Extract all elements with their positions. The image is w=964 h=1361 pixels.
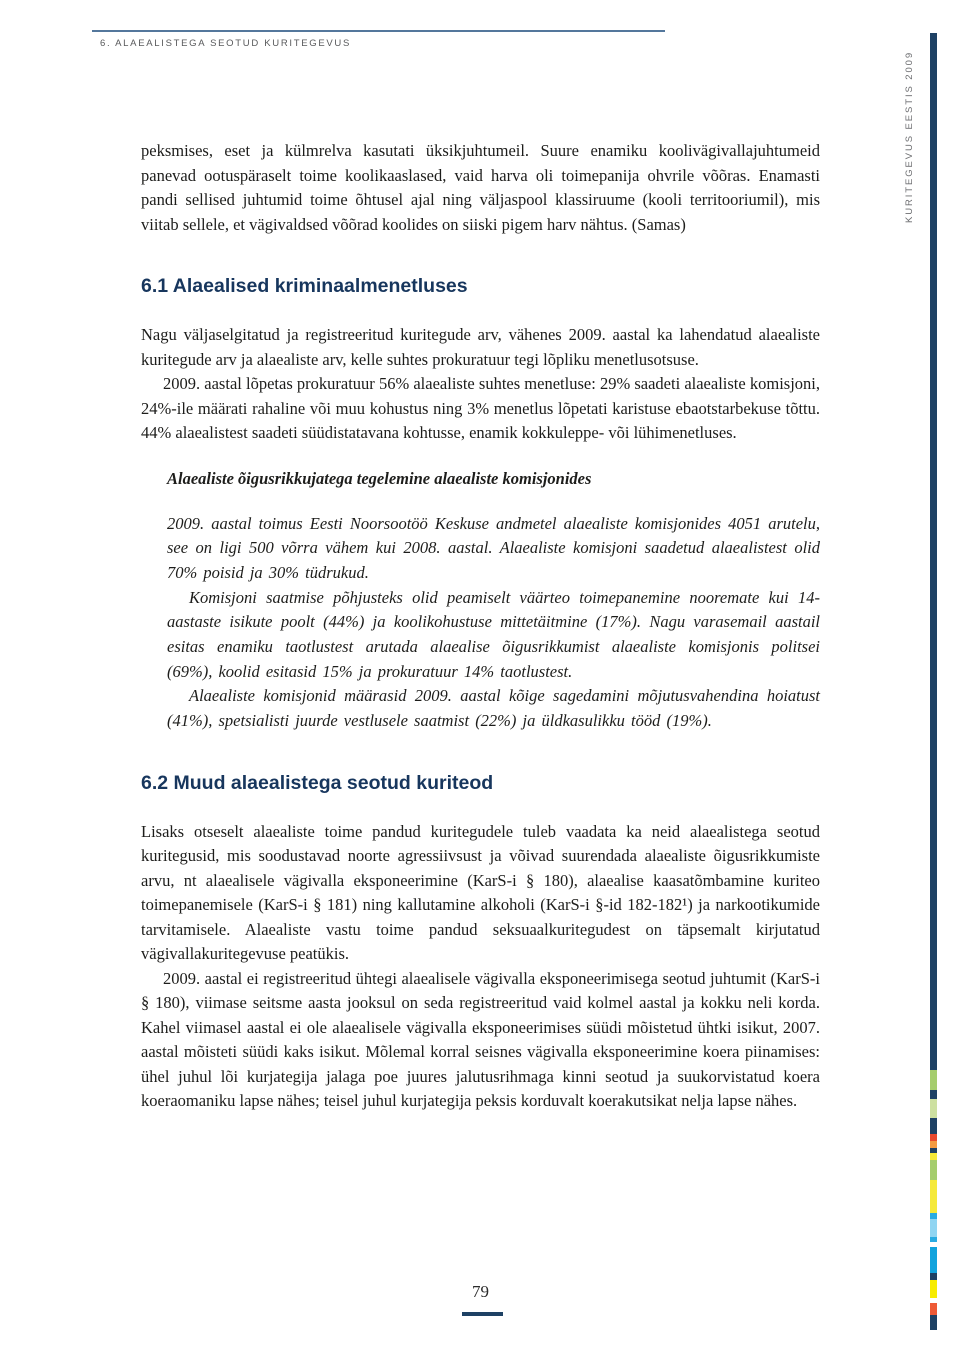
edge-bar-segment [930,1153,937,1160]
page-number: 79 [472,1282,489,1301]
excerpt-paragraph: Komisjoni saatmise põhjusteks olid peamiselt väärteo toimepanemine nooremate kui 14-aastaste isikute poolt (44%) ja koolikohustuse mittetäitmine (17%). Nagu varasemail aastail esitas enamiku taotlustest arutada alaealise õigusrikkumist alaealiste komisjonis politsei (69%), koolid esitasid 15% ja prokuratuur 14% taotlustest. [167,587,820,681]
edge-bar-segment [930,1219,937,1237]
header-rule [92,30,665,32]
edge-color-bar [930,33,937,1330]
edge-bar-segment [930,1099,937,1118]
edge-bar-segment [930,1090,937,1099]
paragraph: Lisaks otseselt alaealiste toime pandud kuritegudele tuleb vaadata ka neid alaealistega seotud kuritegusid, mis soodustavad noorte agressiivsust ja võivad suurendada alaealiste õigusrikkumiste arvu, nt alaealisele vägivalla eksponeerimine (KarS-i § 180), alaealise kaasatõmbamine kuriteo toimepanemisele (KarS-i § 181) ning kallutamine alkoholi (KarS-i §-id 182-182¹) ja narkootikumide tarvitamisele. Alaealiste vastu toime pandud seksuaalkuritegudest on täpsemalt kirjutatud vägivallakuritegevuse peatükis. [141,821,820,964]
paragraph-continued: peksmises, eset ja külmrelva kasutati üksikjuhtumeil. Suure enamiku koolivägivallajuhtumeid panevad ootuspäraselt toime koolikaaslased, vaid harva oli toimepanija ohvrile võõras. Enamasti pandi sellised juhtumid toime õhtusel ajal ning väljaspool klassiruume (kooli territooriumil), mis viitab sellele, et vägivaldsed võõrad koolides on siiski pigem harv nähtus. (Samas) [141,141,820,234]
excerpt-paragraph: 2009. aastal toimus Eesti Noorsootöö Keskuse andmetel alaealiste komisjonides 4051 arutelu, see on ligi 500 võrra vähem kui 2008. aastal. Alaealiste komisjoni saadetud alaealistest olid 70% poisid ja 30% tüdrukud. [167,513,820,582]
edge-bar-segment [930,1118,937,1134]
edge-bar-segment [930,1280,937,1298]
running-header-chapter: 6. ALAEALISTEGA SEOTUD KURITEGEVUS [100,38,352,49]
excerpt-paragraph: Alaealiste komisjonid määrasid 2009. aastal kõige sagedamini mõjutusvahendina hoiatust (41%), spetsialisti juurde vestlusele saatmist (22%) ja üldkasulikku tööd (19%). [167,686,820,731]
section-heading-6-2: 6.2 Muud alaealistega seotud kuriteod [141,771,494,794]
footer-rule [462,1312,503,1316]
main-text-column [141,139,820,1114]
paragraph: Nagu väljaselgitatud ja registreeritud kuritegude arv, vähenes 2009. aastal ka lahendatud alaealiste kuritegude arv ja alaealiste arv, kelle suhtes prokuratuur tegi lõpliku menetlusotsuse. [141,325,820,369]
paragraph: 2009. aastal ei registreeritud ühtegi alaealisele vägivalla eksponeerimisega seotud juhtumit (KarS-i § 180), viimase seitsme aasta jooksul on seda registreeritud vaid kolmel aastal ja kokku neli korda. Kahel viimasel aastal ei ole alaealisele vägivalla eksponeerimises süüdi mõistetud ühtki isikut, 2007. aastal mõisteti süüdi kaks isikut. Mõlemal korral seisnes vägivalla eksponeerimine koera piinamises: ühel juhul lõi kurjategija jalaga poe juures jalutusrihmaga kinni seotud ja suukorvistatud koera koeraomaniku lapse nähes; teisel juhul kurjategija peksis korduvalt koerakutsikat nelja lapse nähes. [141,968,820,1111]
excerpt-block [167,466,820,734]
edge-bar-segment [930,1070,937,1090]
section-heading-6-1: 6.1 Alaealised kriminaalmenetluses [141,275,468,297]
paragraph: 2009. aastal lõpetas prokuratuur 56% alaealiste suhtes menetluse: 29% saadeti alaealiste komisjoni, 24%-ile määrati rahaline või muu kohustus ning 3% menetlus lõpetati karistuse ebaotstarbekuse tõttu. 44% alaealistest saadeti süüdistatavana kohtusse, enamik kokkuleppe- või lühimenetluses. [141,374,820,442]
edge-bar-segment [930,33,937,1070]
edge-bar-segment [930,1247,937,1273]
edge-bar-segment [930,1141,937,1148]
edge-bar-segment [930,1273,937,1280]
edge-bar-segment [930,1315,937,1330]
edge-bar-segment [930,1134,937,1141]
excerpt-title: Alaealiste õigusrikkujatega tegelemine alaealiste komisjonides [167,468,592,488]
edge-bar-segment [930,1160,937,1180]
edge-bar-segment [930,1303,937,1315]
side-edge-title: KURITEGEVUS EESTIS 2009 [904,51,915,223]
edge-bar-segment [930,1180,937,1213]
